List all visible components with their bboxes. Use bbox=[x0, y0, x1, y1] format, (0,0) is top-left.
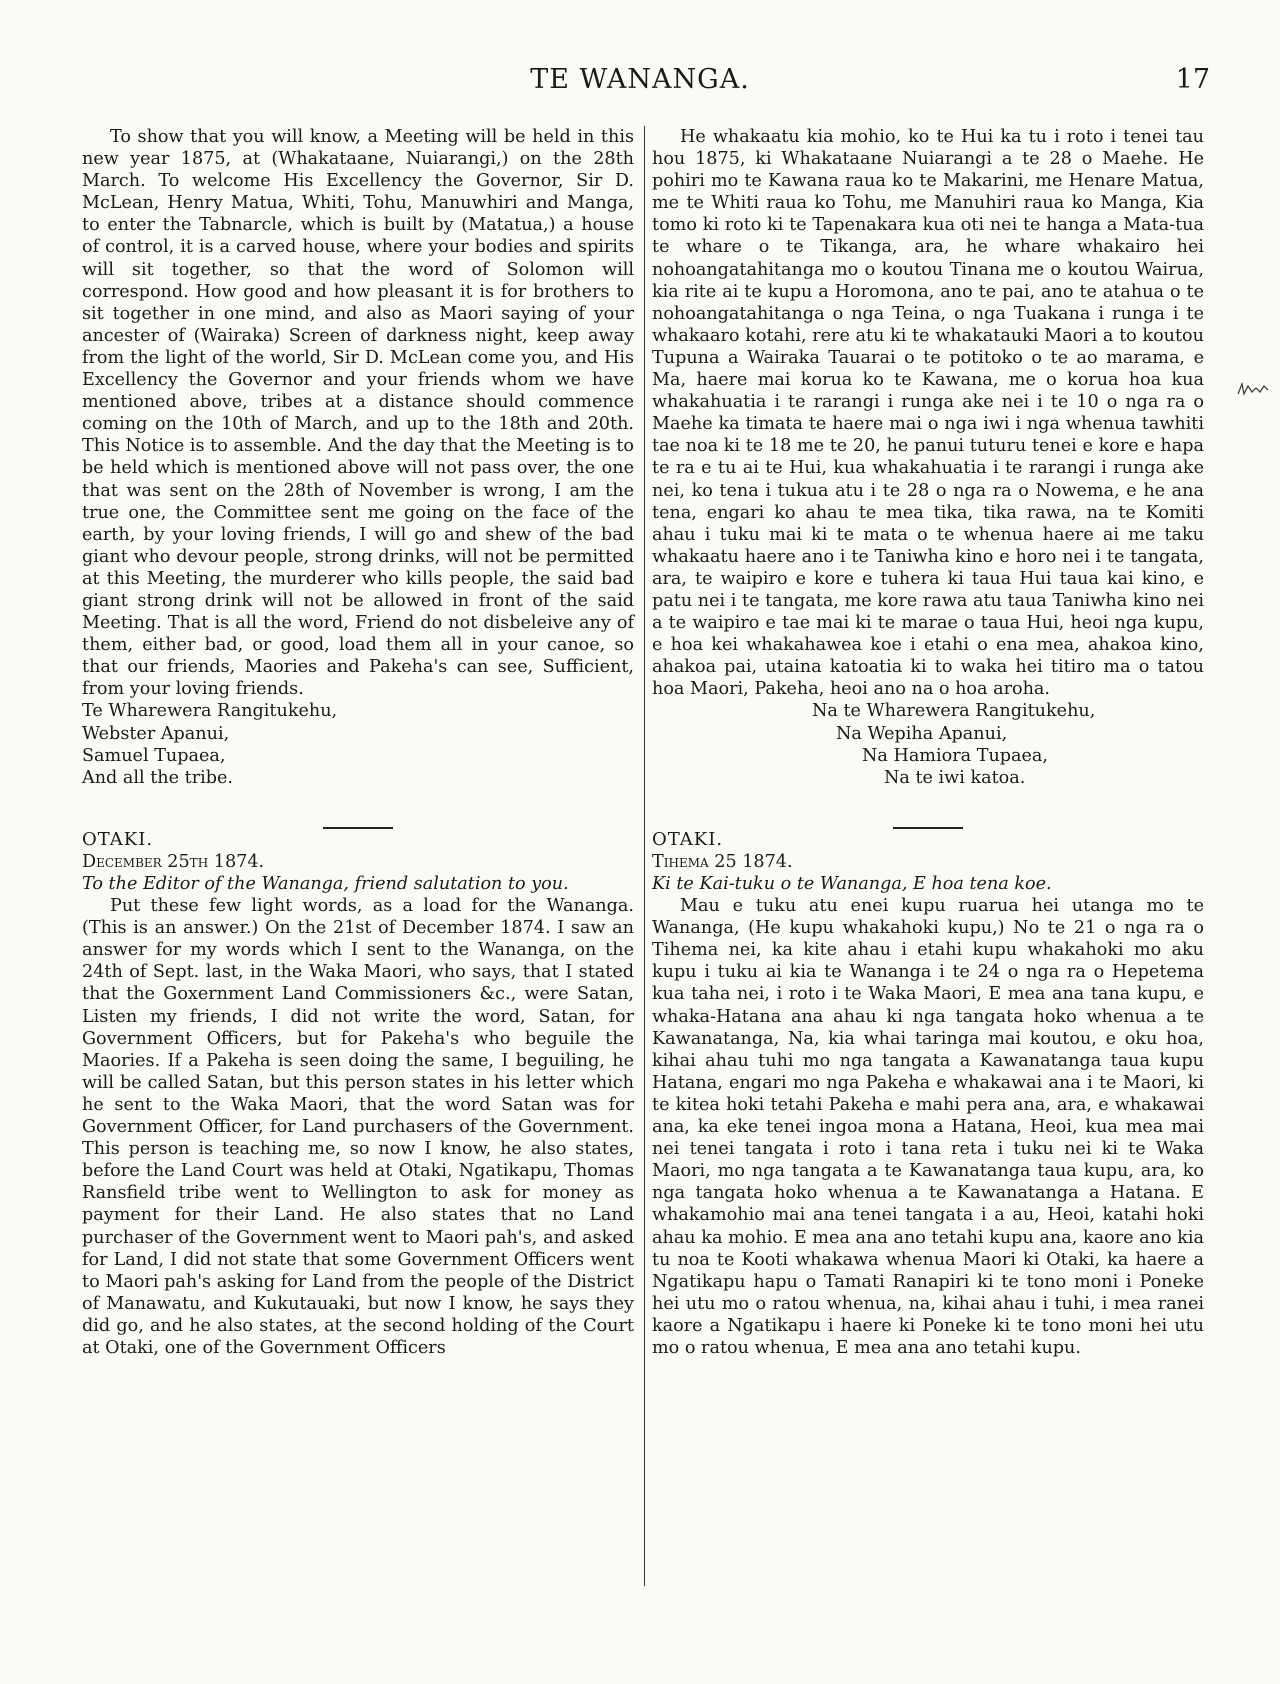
english-signatory-1: Te Wharewera Rangitukehu, bbox=[82, 701, 338, 722]
maori-signatory-2: Na Wepiha Apanui, bbox=[836, 723, 1008, 744]
english-signatory-2: Webster Apanui, bbox=[82, 723, 230, 744]
maori-notice-paragraph: He whakaatu kia mohio, ko te Hui ka tu i roto i tenei tau hou 1875, ki Whakataane Nuiarangi a te 28 o Maehe. He pohiri mo te Kawana raua ko te Makarini, me Henare Matua, me te Whiti raua ko Tohu, me Manuhiri raua ko Manga, Kia tomo ki roto ki te Tapenakara kua oti nei te hanga a Mata-tua te whare o te Tikanga, ara, he whare whakairo hei nohoangatahitanga mo o koutou Tinana me o koutou Wairua, kia rite ai te kupu a Horomona, ano te pai, ano te atahua o te nohoangatahitanga o nga Teina, o nga Tuakana i runga i te whakaaro kotahi, rere atu ki te whakatauki Maori a to koutou Tupuna a Wairaka Tauarai o te potitoko o te ao marama, e Ma, haere mai korua ko te Kawana, me o korua hoa kua whakahuatia i te rarangi i runga ake nei i te 10 o nga ra o Maehe ka timata te haere mai o nga iwi i nga whenua tawhiti tae noa ki te 18 me te 20, he panui tuturu tenei e kore e hapa te ra e tu ai te Hui, kua whakahuatia i te rarangi i runga ake nei, ko tena i tukua atu i te 28 o nga ra o Nowema, e he ana tena, engari ko ahau te mea tika, tika rawa, na te Komiti ahau i tuku mai ki te mata o te whenua haere ai me taku whakaatu haere ano i te Taniwha kino e horo nei i te tangata, ara, te waipiro e kore e tuhera ki taua Hui taua kai kino, e patu nei i te tangata, me kore rawa atu taua Taniwha kino nei a te waipiro e tae mai ki te marae o taua Hui, heoi nga kupu, e hoa kei whakahawea koe i etahi o ena mea, ahakoa kino, ahakoa pai, utaina katoatia ki to waka hei titiro ma o tatou hoa Maori, Pakeha, heoi ano na o hoa aroha. bbox=[652, 127, 1204, 700]
maori-signatory-1: Na te Wharewera Rangitukehu, bbox=[812, 701, 1096, 722]
maori-signatory-tribe: Na te iwi katoa. bbox=[884, 767, 1026, 788]
english-letter-paragraph: Put these few light words, as a load for the Wananga. (This is an answer.) On the 21st of December 1874. I saw an answer for my words which I sent to the Wananga, on the 24th of Sept. last, in the Waka Maori, who says, that I stated that the Goxernment Land Commissioners &c., were Satan, Listen my friends, I did not write the word, Satan, for Government Officers, but for Pakeha's who beguile the Maories. If a Pakeha is seen doing the same, I beguiling, he will be called Satan, but this person states in his letter which he sent to the Waka Maori, that the word Satan was for Government Officer, for Land purchasers of the Government. This person is teaching me, so now I know, he also states, before the Land Court was held at Otaki, Ngatikapu, Thomas Ransfield tribe went to Wellington to ask for money as payment for their Land. He also states that no Land purchaser of the Government went to Maori pah's, and asked for Land, I did not state that some Government Officers went to Maori pah's asking for Land from the people of the District of Manawatu, and Kukutauaki, but now I know, he says they did go, and he also states, at the second holding of the Court at Otaki, one of the Government Officers bbox=[82, 896, 634, 1358]
maori-column bbox=[652, 126, 1204, 1359]
english-salutation: To the Editor of the Wananga, friend salutation to you. bbox=[82, 874, 569, 894]
english-column bbox=[82, 126, 634, 1359]
maori-salutation: Ki te Kai-tuku o te Wananga, E hoa tena koe. bbox=[652, 874, 1052, 894]
margin-pencil-mark bbox=[1236, 380, 1272, 400]
maori-signatory-3: Na Hamiora Tupaea, bbox=[862, 745, 1049, 766]
english-signatory-tribe: And all the tribe. bbox=[82, 767, 234, 788]
two-column-body bbox=[82, 126, 1210, 1586]
maori-place-heading: OTAKI. bbox=[652, 828, 724, 850]
page-header bbox=[70, 64, 1210, 104]
english-notice-paragraph: To show that you will know, a Meeting will be held in this new year 1875, at (Whakataane, Nuiarangi,) on the 28th March. To welcome His Excellency the Governor, Sir D. McLean, Henry Matua, Whiti, Tohu, Manuwhiri and Manga, to enter the Tabnarcle, which is built by (Matatua,) a house of control, it is a carved house, where your bodies and spirits will sit together, so that the word of Solomon will correspond. How good and how pleasant it is for brothers to sit together in one mind, and also as Maori saying of your ancester of (Wairaka) Screen of darkness night, keep away from the light of the world, Sir D. McLean come you, and His Excellency the Governor and your friends whom we have mentioned above, tribes at a distance should commence coming on the 10th of March, and up to the 18th and 20th. This Notice is to assemble. And the day that the Meeting is to be held which is mentioned above will not pass over, the one that was sent on the 28th of November is wrong, I am the true one, the Committee sent me going on the face of the earth, by your loving friends, I will go and shew of the bad giant who devour people, strong drinks, will not be permitted at this Meeting, the murderer who kills people, the said bad giant strong drink will not be allowed in front of the said Meeting. That is all the word, Friend do not disbeleive any of them, either bad, or good, load them all in your canoe, so that our friends, Maories and Pakeha's can see, Sufficient, from your loving friends. bbox=[82, 127, 634, 700]
maori-dateline: Tihema 25 1874. bbox=[652, 851, 793, 872]
english-dateline: December 25th 1874. bbox=[82, 851, 265, 872]
maori-letter-paragraph: Mau e tuku atu enei kupu ruarua hei utanga mo te Wananga, (He kupu whakahoki kupu,) No te 21 o nga ra o Tihema nei, ka kite ahau i etahi kupu whakahoki mo aku kupu i tuku ai kia te Wananga i te 24 o nga ra o Hepetema kua taha nei, i roto i te Waka Maori, E mea ana tana kupu, e whaka-Hatana ana ahau ki nga tangata hoko whenua a te Kawanatanga, Na, kia whai taringa mai koutou, e oku hoa, kihai ahau tuhi mo nga tangata a Kawanatanga taua kupu Hatana, engari mo nga Pakeha e whakawai ana i te Maori, ki te kitea hoki tetahi Pakeha e mahi pera ana, ara, e whakawai ana, ka eke tenei ingoa mona a Hatana, Heoi, kua mea mai nei tenei tangata i roto i tana reta i tuku nei ki te Waka Maori, mo nga tangata a te Kawanatanga taua kupu, ara, ko nga tangata hoko whenua a te Kawanatanga a Hatana. E whakamohio mai ana tenei tangata i a au, Heoi, katahi hoki ahau ka mohio. E mea ana ano tetahi kupu ana, kaore ano kia tu noa te Kooti whakawa whenua Maori ki Otaki, ka haere a Ngatikapu hapu o Tamati Ranapiri ki te tono moni i Poneke hei utu mo o ratou whenua, na, kihai ahau i tuhi, i mea ranei kaore a Ngatikapu i haere ki Poneke ki te tono moni hei utu mo o ratou whenua, E mea ana ano tetahi kupu. bbox=[652, 896, 1204, 1358]
english-place-heading: OTAKI. bbox=[82, 828, 154, 850]
page-number: 17 bbox=[1175, 64, 1210, 95]
english-signatory-3: Samuel Tupaea, bbox=[82, 745, 226, 766]
column-rule bbox=[644, 126, 645, 1586]
running-title: TE WANANGA. bbox=[530, 64, 750, 95]
